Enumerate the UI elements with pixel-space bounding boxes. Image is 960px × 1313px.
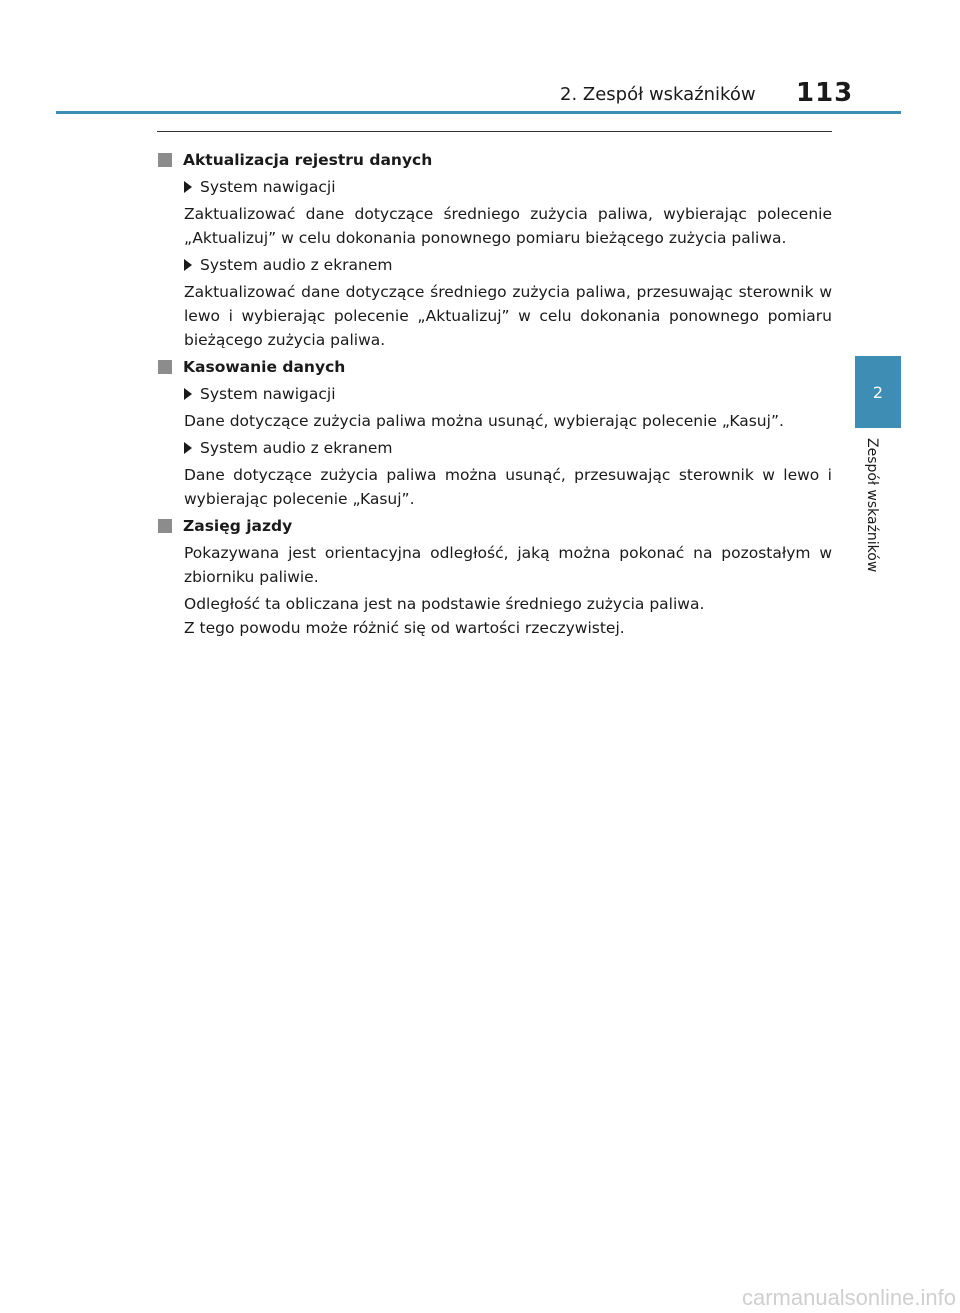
- sub-item: System audio z ekranem: [184, 253, 832, 277]
- square-bullet-icon: [158, 153, 172, 167]
- sub-item: System nawigacji: [184, 382, 832, 406]
- paragraph: Zaktualizować dane dotyczące średniego zużycia paliwa, przesuwając sterownik w lewo i wybierając polecenie „Aktualizuj” w celu dokonania ponownego pomiaru bieżącego zużycia paliwa.: [184, 283, 832, 349]
- chapter-tab-number: 2: [872, 382, 884, 402]
- sub-item: System nawigacji: [184, 175, 832, 199]
- header-rule: [56, 111, 901, 114]
- section-heading: Zasięg jazdy: [158, 514, 832, 538]
- triangle-bullet-icon: [184, 181, 192, 193]
- triangle-bullet-icon: [184, 388, 192, 400]
- triangle-bullet-icon: [184, 442, 192, 454]
- chapter-tab[interactable]: [855, 356, 901, 428]
- triangle-bullet-icon: [184, 259, 192, 271]
- section-heading: Kasowanie danych: [158, 355, 832, 379]
- chapter-tab-label: Zespół wskaźników: [864, 438, 880, 573]
- watermark: carmanualsonline.info: [741, 1285, 956, 1310]
- chapter-title: 2. Zespół wskaźników: [560, 84, 756, 105]
- paragraph: Pokazywana jest orientacyjna odległość, jaką można pokonać na pozostałym w zbiorniku paliwie.: [184, 544, 832, 586]
- sub-item: System audio z ekranem: [184, 436, 832, 460]
- paragraph: Z tego powodu może różnić się od wartości rzeczywistej.: [184, 619, 625, 637]
- paragraph: Dane dotyczące zużycia paliwa można usunąć, przesuwając sterownik w lewo i wybierając polecenie „Kasuj”.: [184, 466, 832, 508]
- page-number: 113: [796, 78, 854, 108]
- main-content: [158, 145, 832, 643]
- paragraph: Dane dotyczące zużycia paliwa można usunąć, wybierając polecenie „Kasuj”.: [184, 412, 784, 430]
- section-divider: [157, 131, 832, 132]
- section-heading: Aktualizacja rejestru danych: [158, 148, 832, 172]
- paragraph: Odległość ta obliczana jest na podstawie średniego zużycia paliwa.: [184, 595, 705, 613]
- paragraph: Zaktualizować dane dotyczące średniego zużycia paliwa, wybierając polecenie „Aktualizuj” w celu dokonania ponownego pomiaru bieżącego zużycia paliwa.: [184, 205, 832, 247]
- square-bullet-icon: [158, 519, 172, 533]
- square-bullet-icon: [158, 360, 172, 374]
